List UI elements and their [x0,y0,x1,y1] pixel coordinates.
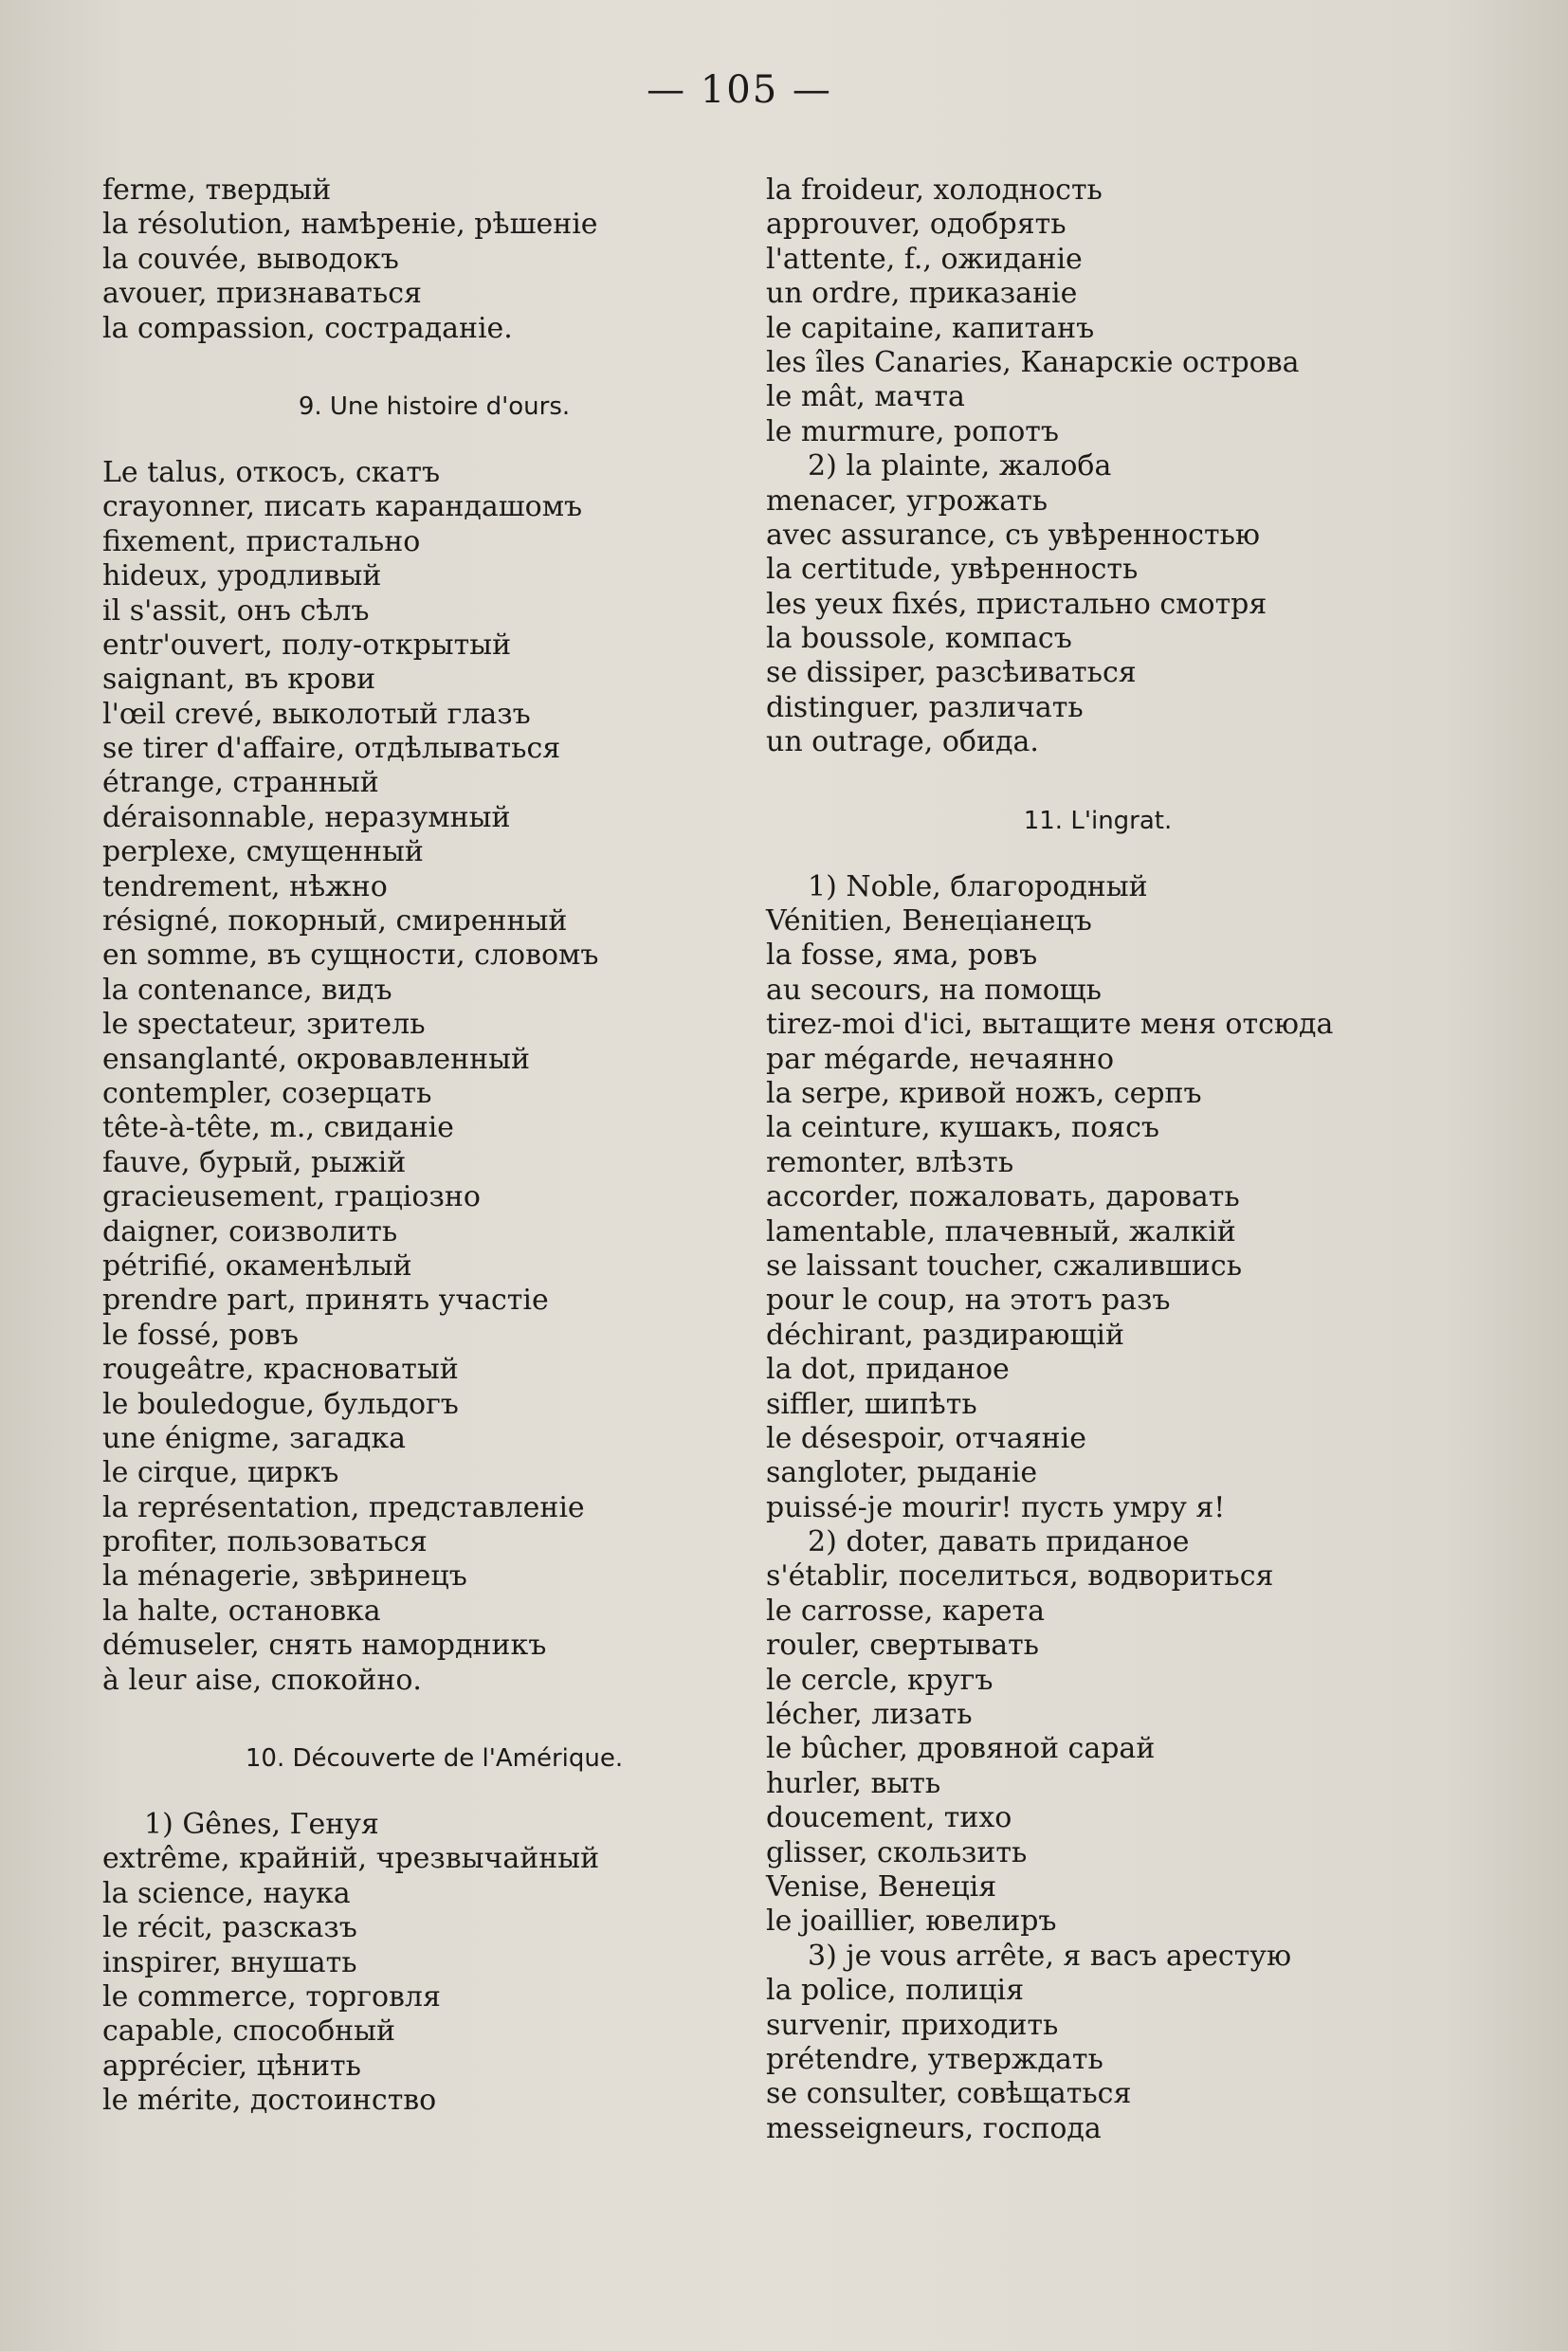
vocab-entry: 1) Noble, благородный [808,869,1148,903]
vocab-entry: rougeâtre, красноватый [102,1353,459,1387]
intro-entry-list [102,173,747,346]
vocab-entry: le récit, разсказъ [102,1911,357,1945]
vocab-entry: 2) la plainte, жалоба [808,449,1112,483]
vocab-entry: messeigneurs, господа [766,2111,1102,2145]
vocab-entry: le mât, мачта [766,380,965,414]
vocab-entry: le capitaine, капитанъ [766,311,1095,345]
vocab-entry: la science, наука [102,1876,351,1910]
vocab-entry: Venise, Венеція [766,1869,997,1904]
vocab-entry: la contenance, видъ [102,973,392,1007]
vocab-entry: entr'ouvert, полу-открытый [102,628,512,662]
vocab-entry: étrange, странный [102,766,379,800]
vocab-entry: fixement, пристально [102,524,421,558]
vocab-entry: la fosse, яма, ровъ [766,939,1038,973]
vocab-entry: s'établir, поселиться, водвориться [766,1559,1274,1594]
vocab-entry: le carrosse, карета [766,1594,1046,1628]
vocab-entry: la certitude, увѣренность [766,553,1139,587]
vocab-entry: tirez-moi d'ici, вытащите меня отсюда [766,1008,1334,1042]
vocab-entry: déchirant, раздирающій [766,1318,1124,1352]
vocab-entry: au secours, на помощь [766,973,1102,1007]
vocab-entry: accorder, пожаловать, даровать [766,1180,1240,1214]
vocab-entry: prendre part, принять участіе [102,1284,549,1318]
vocab-entry: survenir, приходить [766,2008,1059,2042]
vocab-entry: pétrifié, окаменѣлый [102,1248,412,1283]
vocab-entry: l'œil crevé, выколотый глазъ [102,697,531,731]
vocab-entry: démuseler, снять намордникъ [102,1629,547,1663]
vocab-entry: la froideur, холодность [766,173,1103,207]
vocab-entry: déraisonnable, неразумный [102,800,511,834]
vocab-entry: la serpe, кривой ножъ, серпъ [766,1076,1202,1110]
vocab-entry: la représentation, представленіе [102,1490,585,1524]
vocab-entry: capable, способный [102,2014,396,2049]
section-10-entry-list [102,1808,747,2119]
vocab-entry: 1) Gênes, Генуя [144,1808,379,1842]
vocab-entry: hurler, выть [766,1766,941,1800]
vocab-entry: la police, полиція [766,1974,1025,2008]
vocab-entry: siffler, шипѣть [766,1387,977,1421]
section-11-entry-list [766,870,1411,2146]
vocab-entry: profiter, пользоваться [102,1525,428,1559]
vocab-entry: la dot, приданое [766,1353,1010,1387]
vocab-entry: un outrage, обида. [766,725,1039,759]
vocab-entry: 2) doter, давать приданое [808,1525,1190,1559]
vocab-entry: puissé-je mourir! пусть умру я! [766,1490,1226,1524]
vocab-entry: fauve, бурый, рыжій [102,1145,407,1179]
vocab-entry: le cirque, циркъ [102,1456,339,1490]
vocab-entry: inspirer, внушать [102,1945,357,1979]
left-column [102,173,747,2119]
vocab-entry: lécher, лизать [766,1698,973,1732]
vocab-entry: se tirer d'affaire, отдѣлываться [102,732,561,766]
vocab-entry: glisser, скользить [766,1835,1028,1869]
vocab-entry: la ménagerie, звѣринецъ [102,1559,467,1594]
vocab-entry: menacer, угрожать [766,483,1048,518]
vocab-entry: en somme, въ сущности, словомъ [102,939,599,973]
section-heading: 11. L'ingrat. [1023,806,1173,835]
vocab-entry: pour le coup, на этотъ разъ [766,1284,1171,1318]
vocab-entry: une énigme, загадка [102,1421,407,1455]
vocab-entry: ensanglanté, окровавленный [102,1042,530,1076]
vocab-entry: la boussole, компасъ [766,622,1072,656]
vocab-entry: la compassion, состраданіе. [102,311,513,345]
section-heading: 9. Une histoire d'ours. [298,392,571,421]
vocab-entry: à leur aise, спокойно. [102,1663,422,1697]
vocab-entry: extrême, крайній, чрезвычайный [102,1842,600,1876]
vocab-entry: le joaillier, ювелиръ [766,1904,1057,1939]
vocab-entry: par mégarde, нечаянно [766,1042,1115,1076]
vocab-entry: 3) je vous arrête, я васъ арестую [808,1939,1292,1973]
vocab-entry: le fossé, ровъ [102,1318,299,1352]
vocab-entry: le commerce, торговля [102,1979,441,2014]
vocab-entry: le murmure, ропотъ [766,414,1059,448]
continued-entry-list [766,173,1411,760]
vocab-entry: les yeux fixés, пристально смотря [766,587,1267,621]
vocab-entry: il s'assit, онъ сѣлъ [102,593,370,628]
vocab-entry: gracieusement, граціозно [102,1180,481,1214]
vocab-entry: le désespoir, отчаяніе [766,1421,1087,1455]
vocab-entry: se dissiper, разсѣиваться [766,656,1137,690]
vocab-entry: les îles Canaries, Канарскіе острова [766,345,1300,379]
vocab-entry: tête-à-tête, m., свиданіе [102,1111,454,1145]
vocab-entry: le bûcher, дровяной сарай [766,1732,1156,1766]
vocab-entry: le mérite, достоинство [102,2084,437,2118]
vocab-entry: le bouledogue, бульдогъ [102,1387,459,1421]
vocab-entry: Le talus, откосъ, скатъ [102,455,441,489]
vocab-entry: daigner, соизволить [102,1214,398,1248]
vocab-entry: avouer, признаваться [102,277,422,311]
vocab-entry: remonter, влѣзть [766,1145,1014,1179]
vocab-entry: apprécier, цѣнить [102,2049,361,2083]
vocab-entry: la couvée, выводокъ [102,242,399,276]
vocab-entry: rouler, свертывать [766,1629,1040,1663]
vocab-entry: Vénitien, Венеціанецъ [766,904,1092,939]
vocab-entry: perplexe, смущенный [102,835,424,869]
right-column [766,173,1411,2146]
vocab-entry: crayonner, писать карандашомъ [102,490,583,524]
vocab-entry: l'attente, f., ожиданіе [766,242,1083,276]
vocab-entry: se consulter, совѣщаться [766,2077,1132,2111]
vocab-entry: un ordre, приказаніе [766,277,1078,311]
vocab-entry: prétendre, утверждать [766,2042,1103,2076]
vocab-entry: saignant, въ крови [102,663,376,697]
vocab-entry: doucement, тихо [766,1801,1012,1835]
section-9-entry-list [102,456,747,1698]
vocab-entry: la halte, остановка [102,1594,381,1628]
vocab-entry: le cercle, кругъ [766,1663,994,1697]
vocab-entry: la résolution, намѣреніе, рѣшеніе [102,208,598,242]
vocab-entry: lamentable, плачевный, жалкій [766,1214,1236,1248]
section-heading: 10. Découverte de l'Amérique. [245,1744,624,1774]
vocab-entry: résigné, покорный, смиренный [102,904,568,939]
vocab-entry: sangloter, рыданіе [766,1456,1038,1490]
vocab-entry: le spectateur, зритель [102,1008,426,1042]
vocab-entry: contempler, созерцать [102,1076,432,1110]
vocab-entry: la ceinture, кушакъ, поясъ [766,1111,1159,1145]
vocab-entry: hideux, уродливый [102,559,382,593]
vocab-entry: avec assurance, съ увѣренностью [766,518,1261,552]
vocab-entry: distinguer, различать [766,690,1084,724]
vocab-entry: ferme, твердый [102,173,332,207]
vocab-entry: se laissant toucher, сжалившись [766,1248,1243,1283]
page-number: — 105 — [647,68,832,112]
vocab-entry: tendrement, нѣжно [102,869,388,903]
vocab-entry: approuver, одобрять [766,208,1067,242]
